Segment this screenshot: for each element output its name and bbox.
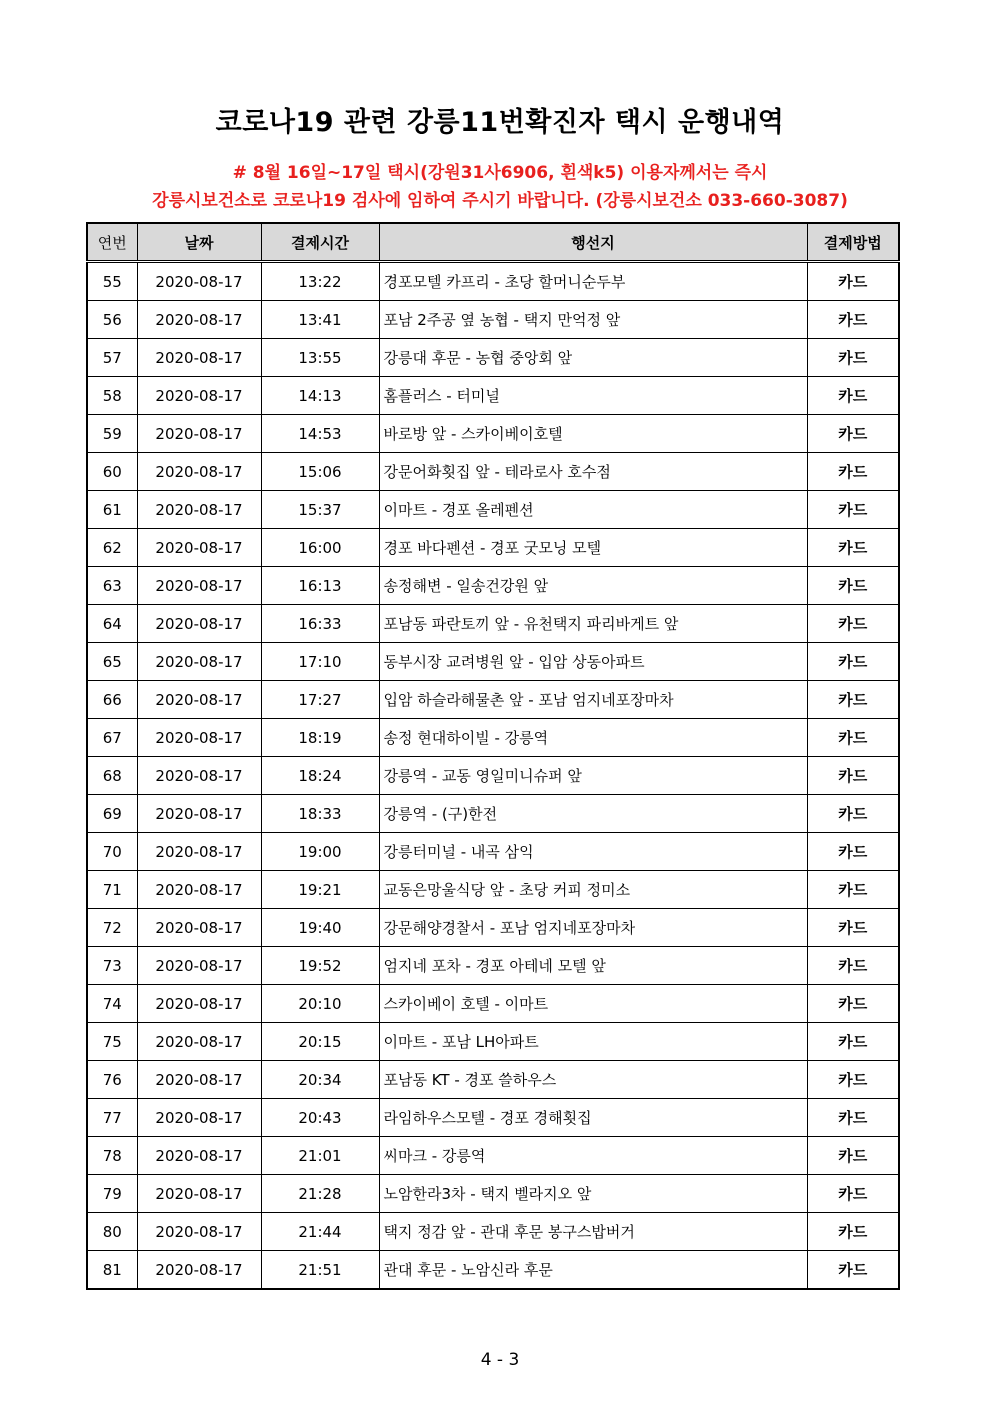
table-header-row — [87, 223, 899, 262]
row-payment: 카드 — [807, 567, 899, 605]
row-no: 76 — [87, 1061, 137, 1099]
table-row — [87, 1251, 899, 1290]
row-no: 75 — [87, 1023, 137, 1061]
row-time: 17:10 — [261, 643, 379, 681]
row-no: 71 — [87, 871, 137, 909]
table-row — [87, 833, 899, 871]
row-no: 80 — [87, 1213, 137, 1251]
row-route: 송정해변 - 일송건강원 앞 — [379, 567, 807, 605]
row-date: 2020-08-17 — [137, 1061, 261, 1099]
row-route: 택지 정감 앞 - 관대 후문 봉구스밥버거 — [379, 1213, 807, 1251]
row-date: 2020-08-17 — [137, 339, 261, 377]
row-date: 2020-08-17 — [137, 301, 261, 339]
row-route: 강릉터미널 - 내곡 삼익 — [379, 833, 807, 871]
row-route: 바로방 앞 - 스카이베이호텔 — [379, 415, 807, 453]
row-payment: 카드 — [807, 605, 899, 643]
row-payment: 카드 — [807, 377, 899, 415]
row-date: 2020-08-17 — [137, 833, 261, 871]
table-row — [87, 719, 899, 757]
row-time: 18:24 — [261, 757, 379, 795]
table-row — [87, 605, 899, 643]
page-number: 4 - 3 — [480, 1350, 520, 1370]
table-row — [87, 415, 899, 453]
row-route: 강릉역 - 교동 영일미니슈퍼 앞 — [379, 757, 807, 795]
row-payment: 카드 — [807, 301, 899, 339]
row-no: 73 — [87, 947, 137, 985]
row-payment: 카드 — [807, 1023, 899, 1061]
row-no: 61 — [87, 491, 137, 529]
row-route: 씨마크 - 강릉역 — [379, 1137, 807, 1175]
row-date: 2020-08-17 — [137, 795, 261, 833]
table-row — [87, 643, 899, 681]
row-time: 19:21 — [261, 871, 379, 909]
row-no: 59 — [87, 415, 137, 453]
row-time: 13:41 — [261, 301, 379, 339]
row-time: 21:44 — [261, 1213, 379, 1251]
row-no: 78 — [87, 1137, 137, 1175]
row-no: 72 — [87, 909, 137, 947]
row-payment: 카드 — [807, 719, 899, 757]
document-title: 코로나19 관련 강릉11번확진자 택시 운행내역 — [215, 107, 785, 138]
row-route: 노암한라3차 - 택지 벨라지오 앞 — [379, 1175, 807, 1213]
row-date: 2020-08-17 — [137, 262, 261, 301]
row-time: 19:52 — [261, 947, 379, 985]
row-payment: 카드 — [807, 1251, 899, 1290]
row-route: 경포 바다펜션 - 경포 굿모닝 모텔 — [379, 529, 807, 567]
row-payment: 카드 — [807, 529, 899, 567]
table-row — [87, 1061, 899, 1099]
row-payment: 카드 — [807, 909, 899, 947]
row-payment: 카드 — [807, 757, 899, 795]
row-no: 68 — [87, 757, 137, 795]
row-no: 57 — [87, 339, 137, 377]
row-route: 포남동 KT - 경포 쓸하우스 — [379, 1061, 807, 1099]
row-payment: 카드 — [807, 833, 899, 871]
row-route: 교동은망울식당 앞 - 초당 커피 정미소 — [379, 871, 807, 909]
row-payment: 카드 — [807, 1061, 899, 1099]
table-row — [87, 377, 899, 415]
row-date: 2020-08-17 — [137, 909, 261, 947]
table-row — [87, 1099, 899, 1137]
row-time: 20:10 — [261, 985, 379, 1023]
row-time: 21:28 — [261, 1175, 379, 1213]
row-payment: 카드 — [807, 415, 899, 453]
row-time: 20:43 — [261, 1099, 379, 1137]
row-no: 58 — [87, 377, 137, 415]
row-route: 동부시장 교려병원 앞 - 입암 상동아파트 — [379, 643, 807, 681]
notice-line-1: # 8월 16일~17일 택시(강원31사6906, 흰색k5) 이용자께서는 즉시 — [232, 163, 768, 183]
row-date: 2020-08-17 — [137, 605, 261, 643]
row-route: 라임하우스모텔 - 경포 경해횟집 — [379, 1099, 807, 1137]
table-row — [87, 262, 899, 301]
row-date: 2020-08-17 — [137, 681, 261, 719]
row-time: 16:00 — [261, 529, 379, 567]
row-time: 14:53 — [261, 415, 379, 453]
row-date: 2020-08-17 — [137, 377, 261, 415]
row-route: 강문해양경찰서 - 포남 엄지네포장마차 — [379, 909, 807, 947]
row-date: 2020-08-17 — [137, 1137, 261, 1175]
row-time: 13:55 — [261, 339, 379, 377]
row-route: 포남 2주공 옆 농협 - 택지 만억정 앞 — [379, 301, 807, 339]
row-no: 67 — [87, 719, 137, 757]
row-route: 강릉역 - (구)한전 — [379, 795, 807, 833]
row-date: 2020-08-17 — [137, 757, 261, 795]
row-payment: 카드 — [807, 339, 899, 377]
row-no: 69 — [87, 795, 137, 833]
row-no: 56 — [87, 301, 137, 339]
table-row — [87, 871, 899, 909]
row-time: 20:34 — [261, 1061, 379, 1099]
table-row — [87, 567, 899, 605]
row-route: 강문어화횟집 앞 - 테라로사 호수점 — [379, 453, 807, 491]
row-date: 2020-08-17 — [137, 643, 261, 681]
row-no: 77 — [87, 1099, 137, 1137]
row-time: 16:13 — [261, 567, 379, 605]
row-no: 65 — [87, 643, 137, 681]
row-time: 21:01 — [261, 1137, 379, 1175]
row-time: 19:00 — [261, 833, 379, 871]
row-route: 경포모텔 카프리 - 초당 할머니순두부 — [379, 262, 807, 301]
row-payment: 카드 — [807, 681, 899, 719]
row-route: 홈플러스 - 터미널 — [379, 377, 807, 415]
row-payment: 카드 — [807, 871, 899, 909]
row-route: 강릉대 후문 - 농협 중앙회 앞 — [379, 339, 807, 377]
table-row — [87, 681, 899, 719]
row-time: 13:22 — [261, 262, 379, 301]
table-row — [87, 757, 899, 795]
table-row — [87, 453, 899, 491]
row-payment: 카드 — [807, 985, 899, 1023]
row-date: 2020-08-17 — [137, 1175, 261, 1213]
header-date: 날짜 — [137, 223, 261, 262]
row-time: 18:33 — [261, 795, 379, 833]
table-row — [87, 795, 899, 833]
table-row — [87, 985, 899, 1023]
table-row — [87, 529, 899, 567]
row-no: 66 — [87, 681, 137, 719]
row-time: 17:27 — [261, 681, 379, 719]
row-time: 15:06 — [261, 453, 379, 491]
row-time: 19:40 — [261, 909, 379, 947]
row-route: 스카이베이 호텔 - 이마트 — [379, 985, 807, 1023]
table-row — [87, 1137, 899, 1175]
taxi-log-table — [86, 222, 900, 1290]
row-date: 2020-08-17 — [137, 415, 261, 453]
header-route: 행선지 — [379, 223, 807, 262]
row-no: 62 — [87, 529, 137, 567]
row-route: 송정 현대하이빌 - 강릉역 — [379, 719, 807, 757]
row-time: 16:33 — [261, 605, 379, 643]
table-row — [87, 909, 899, 947]
row-payment: 카드 — [807, 1175, 899, 1213]
table-row — [87, 491, 899, 529]
row-payment: 카드 — [807, 643, 899, 681]
row-date: 2020-08-17 — [137, 1213, 261, 1251]
table-row — [87, 301, 899, 339]
row-no: 79 — [87, 1175, 137, 1213]
row-payment: 카드 — [807, 795, 899, 833]
row-payment: 카드 — [807, 453, 899, 491]
row-no: 55 — [87, 262, 137, 301]
table-row — [87, 947, 899, 985]
row-payment: 카드 — [807, 1137, 899, 1175]
row-no: 70 — [87, 833, 137, 871]
row-payment: 카드 — [807, 491, 899, 529]
row-payment: 카드 — [807, 1099, 899, 1137]
row-route: 관대 후문 - 노암신라 후문 — [379, 1251, 807, 1290]
row-time: 21:51 — [261, 1251, 379, 1290]
row-time: 14:13 — [261, 377, 379, 415]
row-no: 74 — [87, 985, 137, 1023]
row-date: 2020-08-17 — [137, 529, 261, 567]
row-route: 엄지네 포차 - 경포 아테네 모텔 앞 — [379, 947, 807, 985]
row-no: 60 — [87, 453, 137, 491]
row-date: 2020-08-17 — [137, 985, 261, 1023]
row-route: 이마트 - 포남 LH아파트 — [379, 1023, 807, 1061]
row-date: 2020-08-17 — [137, 947, 261, 985]
table-row — [87, 1023, 899, 1061]
row-route: 이마트 - 경포 올레펜션 — [379, 491, 807, 529]
row-date: 2020-08-17 — [137, 1023, 261, 1061]
table-row — [87, 339, 899, 377]
row-date: 2020-08-17 — [137, 491, 261, 529]
row-date: 2020-08-17 — [137, 1099, 261, 1137]
header-time: 결제시간 — [261, 223, 379, 262]
table-row — [87, 1213, 899, 1251]
row-no: 64 — [87, 605, 137, 643]
row-payment: 카드 — [807, 262, 899, 301]
table-row — [87, 1175, 899, 1213]
row-date: 2020-08-17 — [137, 453, 261, 491]
row-time: 20:15 — [261, 1023, 379, 1061]
row-payment: 카드 — [807, 947, 899, 985]
row-date: 2020-08-17 — [137, 871, 261, 909]
row-route: 입암 하슬라해물촌 앞 - 포남 엄지네포장마차 — [379, 681, 807, 719]
row-no: 81 — [87, 1251, 137, 1290]
row-date: 2020-08-17 — [137, 1251, 261, 1290]
row-date: 2020-08-17 — [137, 567, 261, 605]
header-payment: 결제방법 — [807, 223, 899, 262]
row-route: 포남동 파란토끼 앞 - 유천택지 파리바게트 앞 — [379, 605, 807, 643]
row-time: 15:37 — [261, 491, 379, 529]
row-no: 63 — [87, 567, 137, 605]
header-no: 연번 — [87, 223, 137, 262]
row-time: 18:19 — [261, 719, 379, 757]
notice-line-2: 강릉시보건소로 코로나19 검사에 임하여 주시기 바랍니다. (강릉시보건소 033-660-3087) — [152, 191, 848, 211]
row-date: 2020-08-17 — [137, 719, 261, 757]
row-payment: 카드 — [807, 1213, 899, 1251]
